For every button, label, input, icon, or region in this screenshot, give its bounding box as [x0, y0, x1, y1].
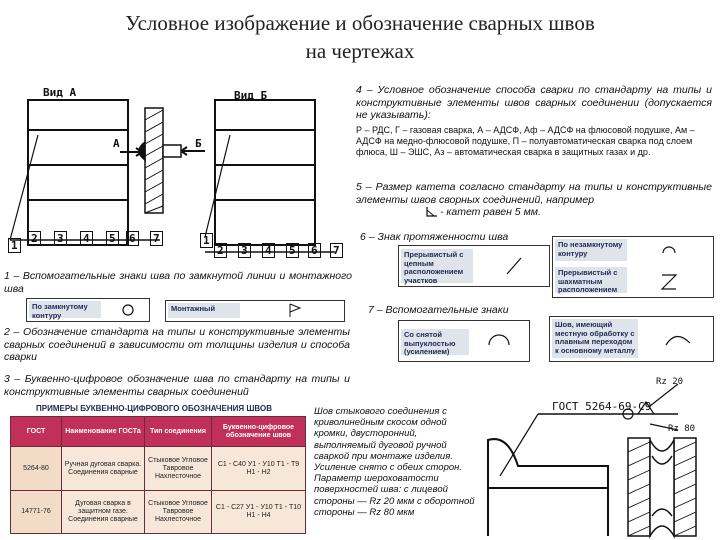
table-header: Буквенно-цифровое обозначение швов [212, 417, 306, 447]
no-contour-label: По незамкнутому контуру [555, 239, 627, 261]
cell-2: 2 [214, 243, 227, 258]
reinforcement-removed-sign [398, 320, 530, 362]
note-5-tail: - катет равен 5 мм. [440, 206, 541, 218]
z-staggered-icon [648, 269, 708, 293]
closed-contour-sign [26, 298, 150, 322]
staggered-label: Прерывистый с шахматным расположением [555, 267, 627, 293]
note-5: 5 – Размер катета согласно стандарту на типы и конструктивные элементы швов сворных соединений, например [356, 181, 712, 206]
table-cell: 5264-80 [11, 447, 62, 490]
cell-7: 7 [330, 243, 343, 258]
view-b-plate [215, 100, 315, 245]
open-contour-icon [648, 239, 708, 263]
section-view [120, 108, 205, 213]
note-1: 1 – Вспомогательные знаки шва по замкнутой линии и монтажного шва [4, 270, 352, 295]
page-title-line1: Условное изображение и обозначение сварных швов [125, 11, 595, 35]
cell-2: 2 [28, 231, 41, 246]
cell-6: 6 [308, 243, 321, 258]
view-a-label: Вид А [43, 86, 77, 99]
note-2: 2 – Обозначение стандарта на типы и конструктивные элементы сварных соединений в зависимости от толщины изделия и способа сварки [4, 326, 350, 363]
note-4-detail: Р – РДС, Г – газовая сварка, А – АДСФ, Аф – АДСФ на флюсовой подушке, Ам – АДСФ на медно-флюсовой подушке, П – полуавтоматическая сварка под слоем флюса, Ш – ЭШС, Аз – автоматическая сварка в защитных газах и др. [356, 125, 695, 157]
view-b-label: Вид Б [234, 89, 268, 102]
weld-description: Шов стыкового соединения с криволинейным скосом одной кромки, двусторонний, выполняемый дуговой ручной сваркой при монтаже изделия. Усиление снято с обеих сторон. Параметр шероховатости поверхностей шва: с лицевой стороны — Rz 20 мкм с оборотной стороны — Rz 80 мкм [314, 406, 475, 518]
flag-icon [250, 301, 340, 319]
cell-7: 7 [150, 231, 163, 246]
cell-3: 3 [54, 231, 67, 246]
table-cell: С1 - С40 У1 - У10 Т1 - Т9 Н1 - Н2 [212, 447, 306, 490]
intermittent-chain-sign [398, 245, 550, 287]
cell-5: 5 [106, 231, 119, 246]
table-cell: Дуговая сварка в защитном газе. Соединения сварные [62, 490, 145, 533]
cell-1: 1 [200, 233, 213, 248]
example-table [10, 416, 306, 534]
table-cell: 14771-76 [11, 490, 62, 533]
weld-views-drawing [0, 80, 345, 260]
circle-icon [111, 301, 145, 319]
table-cell: Ручная дуговая сварка. Соединения сварные [62, 447, 145, 490]
example-table-caption: ПРИМЕРЫ БУКВЕННО-ЦИФРОВОГО ОБОЗНАЧЕНИЯ ШВОВ [36, 404, 272, 413]
cell-4: 4 [80, 231, 93, 246]
reinforcement-removed-label: Со снятой выпуклостью (усилением) [401, 329, 469, 355]
cell-1: 1 [8, 238, 21, 253]
slash-icon [477, 246, 547, 284]
page-title-line2: на чертежах [305, 39, 415, 63]
table-row [11, 490, 306, 533]
intermittent-chain-label: Прерывистый с цепным расположением участков [401, 249, 473, 283]
closed-contour-label: По замкнутому контуру [29, 301, 101, 318]
table-header-row [11, 417, 306, 447]
contour-signs [552, 236, 714, 298]
convexity-removed-icon [471, 323, 527, 359]
cell-3: 3 [238, 243, 251, 258]
assembly-label: Монтажный [168, 303, 240, 318]
arrow-b-label: Б [195, 137, 202, 150]
smooth-transition-icon [650, 323, 706, 353]
note-3: 3 – Буквенно-цифровое обозначение шва по стандарту на типы и конструктивные элементы сварных соединений [4, 373, 350, 398]
smooth-transition-label: Шов, имеющий местную обработку с плавным переходом к основному металлу [552, 319, 638, 358]
table-header: ГОСТ [11, 417, 62, 447]
plan-view [488, 439, 608, 536]
note-4: 4 – Условное обозначение способа сварки по стандарту на типы и конструктивные элементы швов сварных соединении (допускается не указывать): [356, 84, 712, 121]
arrow-a-label: А [113, 137, 120, 150]
view-a-plate [28, 100, 128, 245]
assembly-sign [165, 300, 345, 322]
table-cell: Стыковое Угловое Тавровое Нахлесточное [145, 490, 212, 533]
table-header: Наименование ГОСТа [62, 417, 145, 447]
table-cell: С1 - С27 У1 - У10 Т1 - Т10 Н1 - Н4 [212, 490, 306, 533]
note-7: 7 – Вспомогательные знаки [368, 304, 509, 316]
fillet-leg-icon [425, 206, 439, 218]
table-cell: Стыковое Угловое Тавровое Нахлесточное [145, 447, 212, 490]
note-6: 6 – Знак протяженности шва [360, 231, 509, 243]
rz-bottom: Rz 80 [668, 424, 696, 434]
cell-6: 6 [126, 231, 139, 246]
smooth-transition-sign [549, 316, 714, 362]
cell-5: 5 [286, 243, 299, 258]
cell-4: 4 [262, 243, 275, 258]
table-row [11, 447, 306, 490]
table-header: Тип соединения [145, 417, 212, 447]
gost-designation: ГОСТ 5264-69-С9 [552, 400, 652, 413]
rz-top: Rz 20 [656, 377, 684, 387]
section-view [628, 438, 696, 536]
